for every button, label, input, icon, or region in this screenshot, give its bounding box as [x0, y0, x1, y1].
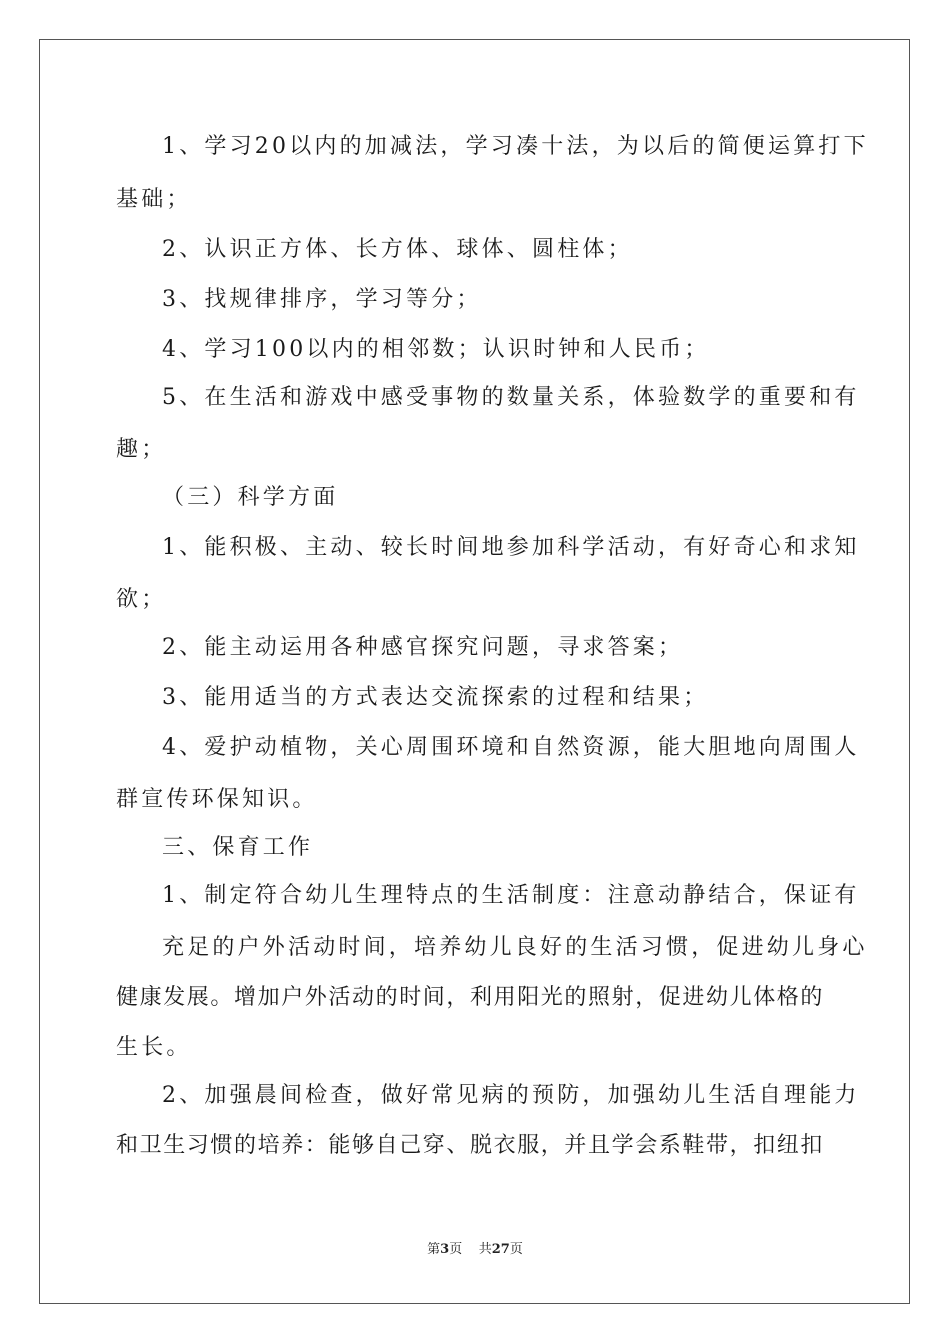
body-line-10: 欲；: [116, 587, 167, 612]
body-line-3: 2、认识正方体、长方体、球体、圆柱体；: [162, 237, 633, 262]
body-line-14: 群宣传环保知识。: [116, 787, 318, 812]
footer-total-prefix: 共: [478, 1242, 492, 1257]
body-line-21: 和卫生习惯的培养：能够自己穿、脱衣服，并且学会系鞋带，扣纽扣: [116, 1133, 825, 1158]
footer-total-suffix: 页: [509, 1242, 523, 1257]
body-line-6: 5、在生活和游戏中感受事物的数量关系，体验数学的重要和有: [162, 385, 860, 410]
footer-page-total: 27: [491, 1242, 510, 1257]
body-line-16: 1、制定符合幼儿生理特点的生活制度：注意动静结合，保证有: [162, 883, 860, 908]
body-line-13: 4、爱护动植物，关心周围环境和自然资源，能大胆地向周围人: [162, 735, 860, 760]
body-line-7: 趣；: [116, 437, 167, 462]
body-line-19: 生长。: [116, 1035, 192, 1060]
body-line-4: 3、找规律排序，学习等分；: [162, 287, 482, 312]
page-border: [39, 39, 910, 1304]
body-line-5: 4、学习100以内的相邻数；认识时钟和人民币；: [162, 337, 710, 362]
section-heading-care: 三、保育工作: [162, 835, 314, 860]
body-line-1: 1、学习20以内的加减法，学习凑十法，为以后的简便运算打下: [162, 134, 869, 159]
body-line-17: 充足的户外活动时间，培养幼儿良好的生活习惯，促进幼儿身心: [162, 935, 868, 960]
page-footer: [0, 1242, 950, 1258]
footer-page-suffix: 页: [449, 1242, 463, 1257]
body-line-18: 健康发展。增加户外活动的时间，利用阳光的照射，促进幼儿体格的: [116, 985, 825, 1010]
body-line-11: 2、能主动运用各种感官探究问题，寻求答案；: [162, 635, 684, 660]
body-line-2: 基础；: [116, 187, 192, 212]
body-line-12: 3、能用适当的方式表达交流探索的过程和结果；: [162, 685, 709, 710]
body-line-20: 2、加强晨间检查，做好常见病的预防，加强幼儿生活自理能力: [162, 1083, 860, 1108]
section-heading-science: （三）科学方面: [162, 485, 339, 510]
body-line-9: 1、能积极、主动、较长时间地参加科学活动，有好奇心和求知: [162, 535, 860, 560]
footer-page-prefix: 第: [427, 1242, 441, 1257]
footer-page-current: 3: [440, 1242, 450, 1257]
